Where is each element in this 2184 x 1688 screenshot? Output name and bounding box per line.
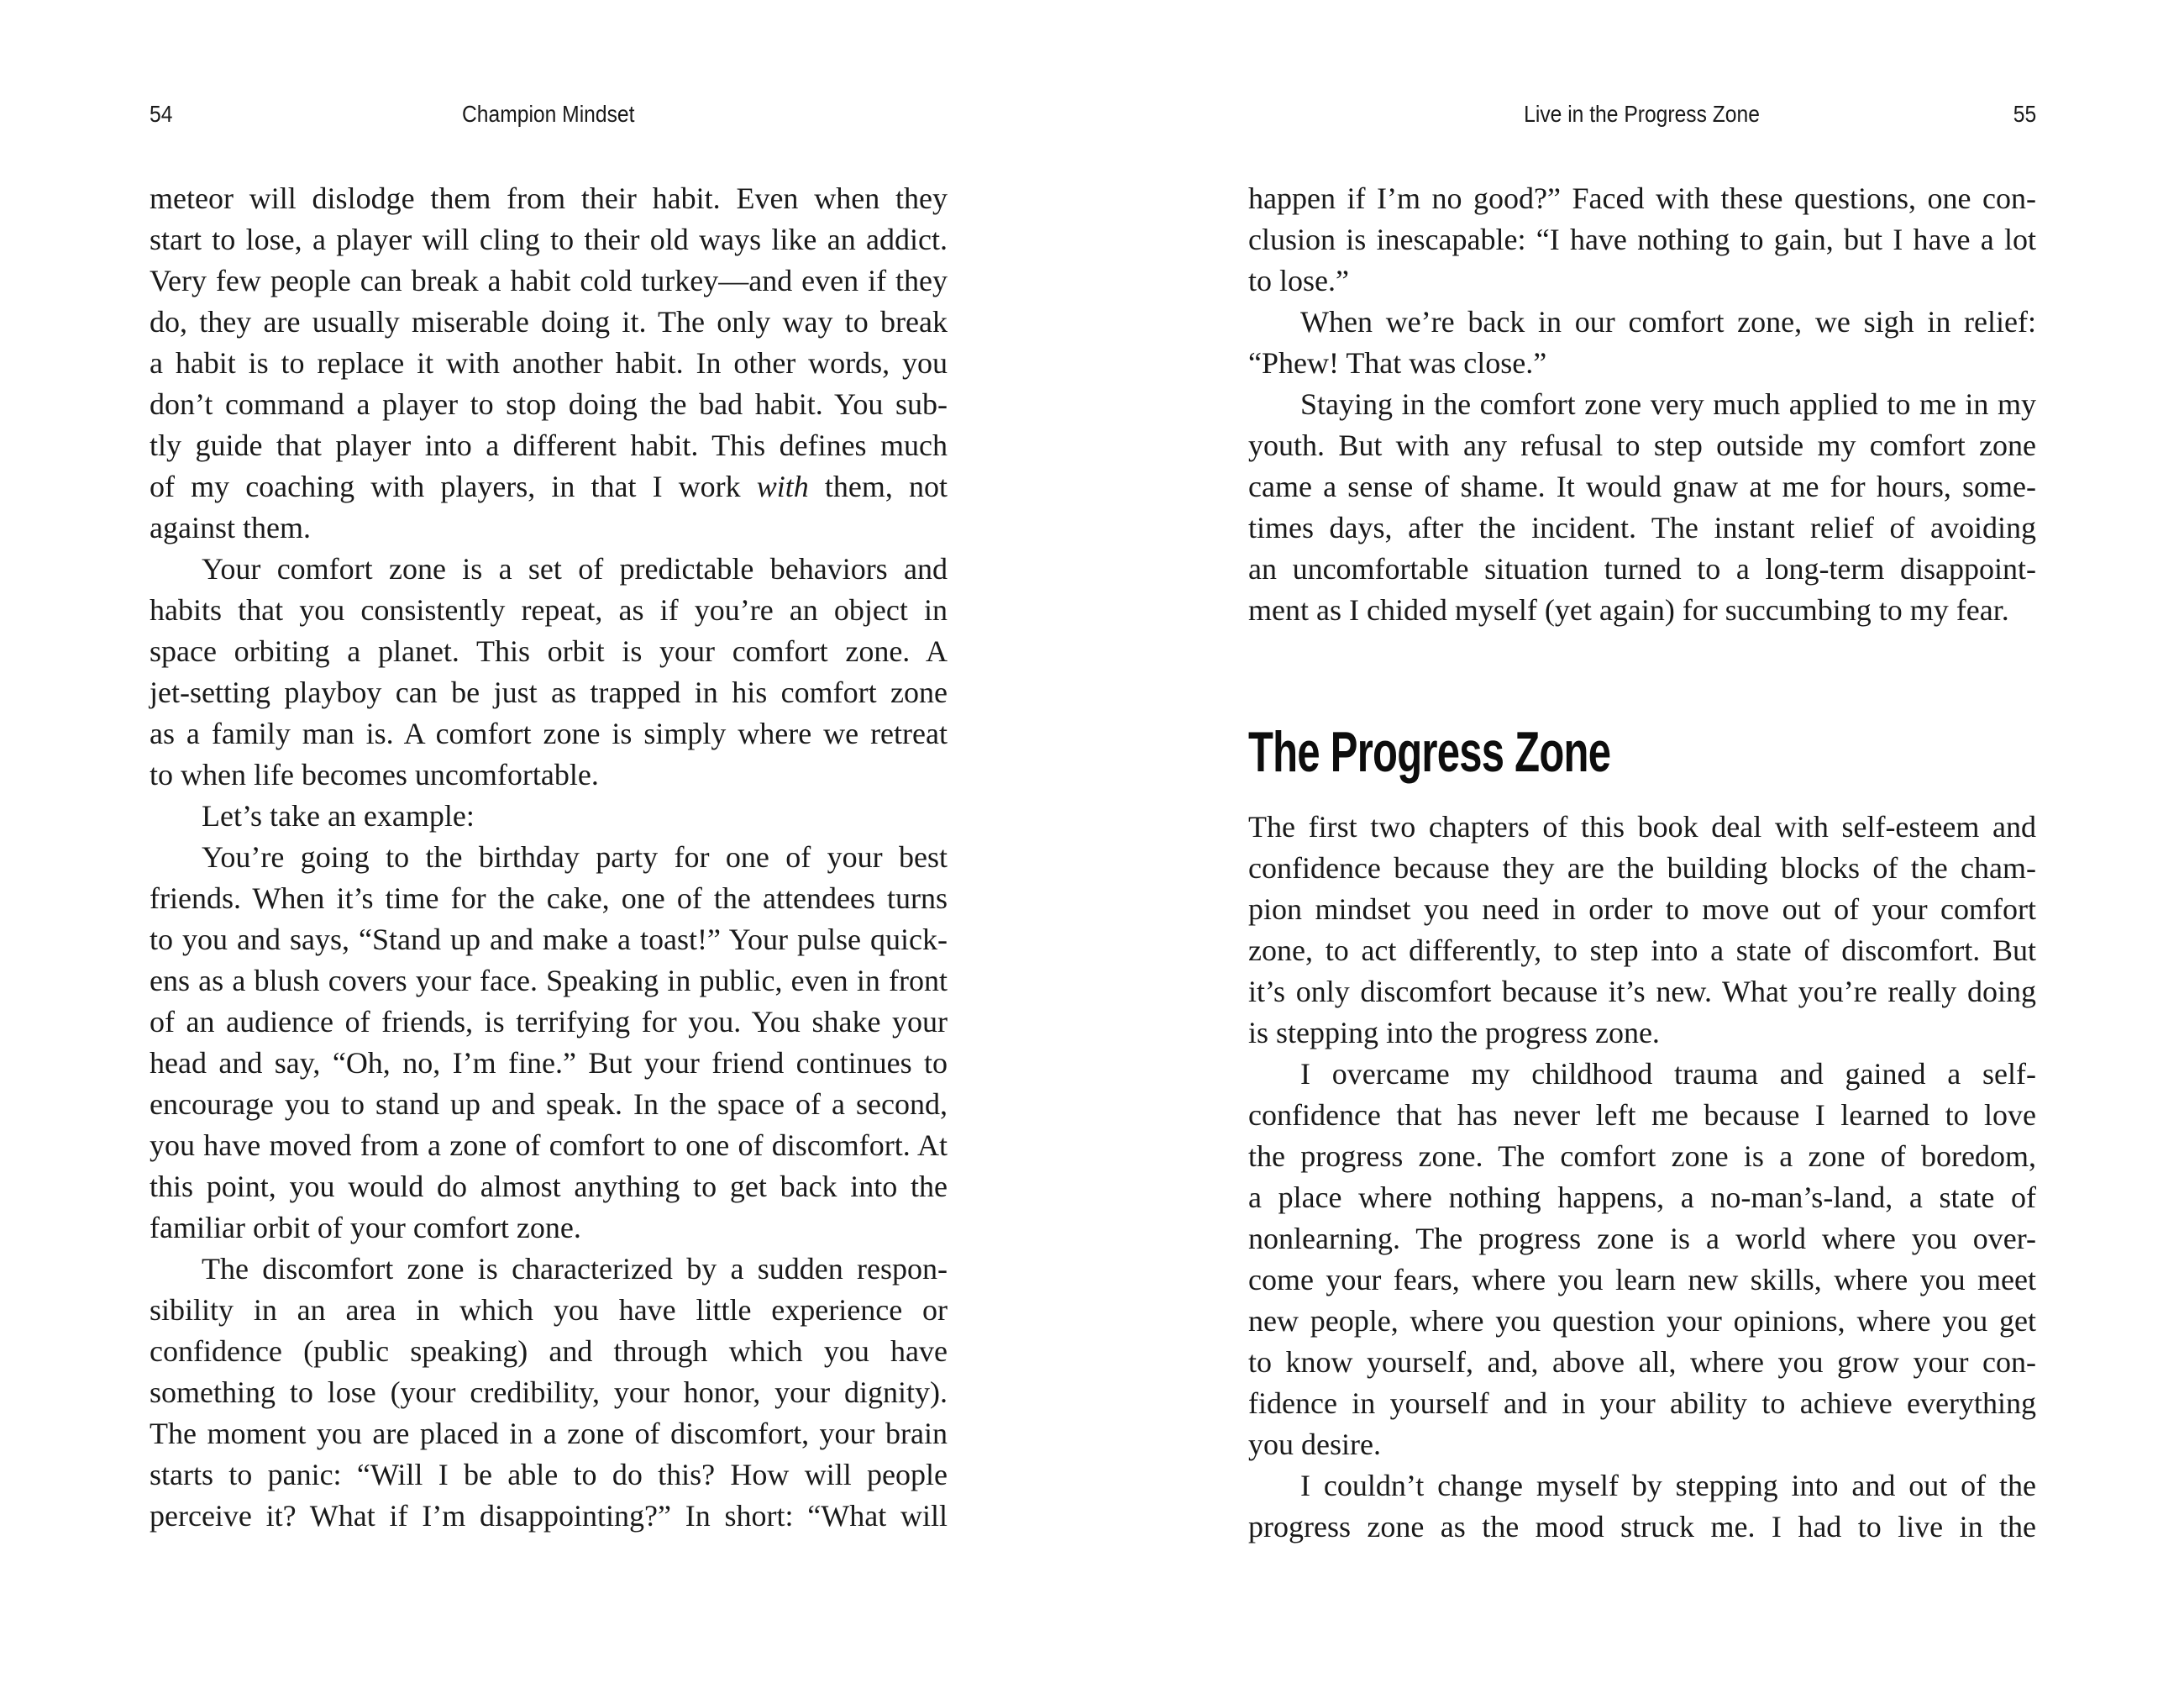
text-line: I overcame my childhood trauma and gained a self- xyxy=(1300,1057,2036,1091)
text-line: head and say, “Oh, no, I’m fine.” But your friend continues to xyxy=(150,1046,948,1080)
page-number-right xyxy=(1248,101,2036,128)
text-line: to you and says, “Stand up and make a toast!” Your pulse quick- xyxy=(150,923,948,956)
text-line: you have moved from a zone of comfort to one of discomfort. At xyxy=(150,1128,948,1162)
text-line: progress zone as the mood struck me. I had to live in the xyxy=(1248,1510,2036,1543)
text-line: When we’re back in our comfort zone, we sigh in relief: xyxy=(1300,305,2036,339)
text-line: came a sense of shame. It would gnaw at me for hours, some- xyxy=(1248,470,2036,503)
right-page-body-text-top xyxy=(1248,178,2036,631)
text-line: of an audience of friends, is terrifying for you. You shake your xyxy=(150,1005,948,1039)
running-header-left-text: Champion Mindset xyxy=(462,101,635,127)
text-line: encourage you to stand up and speak. In the space of a second, xyxy=(150,1087,948,1121)
text-line: ment as I chided myself (yet again) for succumbing to my fear. xyxy=(1248,593,2009,627)
text-line: against them. xyxy=(150,511,311,544)
text-line: happen if I’m no good?” Faced with these questions, one con- xyxy=(1248,181,2036,215)
text-line: The moment you are placed in a zone of discomfort, your brain xyxy=(150,1417,948,1450)
text-line: ens as a blush covers your face. Speaking in public, even in front xyxy=(150,964,948,997)
text-line: it’s only discomfort because it’s new. What you’re really doing xyxy=(1248,975,2036,1008)
text-line: a place where nothing happens, a no-man’s-land, a state of xyxy=(1248,1181,2036,1214)
text-line: Staying in the comfort zone very much applied to me in my xyxy=(1300,387,2036,421)
text-line: You’re going to the birthday party for one of your best xyxy=(202,840,948,874)
text-line: clusion is inescapable: “I have nothing to gain, but I have a lot xyxy=(1248,223,2036,256)
section-heading-text: The Progress Zone xyxy=(1248,720,1611,784)
text-line: space orbiting a planet. This orbit is your comfort zone. A xyxy=(150,634,948,668)
text-line: of my coaching with players, in that I work with them, not xyxy=(150,470,948,503)
text-line: this point, you would do almost anything to get back into the xyxy=(150,1170,948,1203)
text-line: fidence in yourself and in your ability to achieve everything xyxy=(1248,1386,2036,1420)
text-line: do, they are usually miserable doing it. The only way to break xyxy=(150,305,948,339)
text-line: The discomfort zone is characterized by a sudden respon- xyxy=(202,1252,948,1286)
left-page-body-text xyxy=(150,178,948,1537)
text-line: Let’s take an example: xyxy=(202,799,475,833)
running-header-left xyxy=(150,101,948,128)
text-line: zone, to act differently, to step into a state of discomfort. But xyxy=(1248,933,2036,967)
text-line: to lose.” xyxy=(1248,264,1349,297)
text-line: “Phew! That was close.” xyxy=(1248,346,1547,380)
running-header-right-text: Live in the Progress Zone xyxy=(1524,101,1761,127)
text-line: starts to panic: “Will I be able to do this? How will people xyxy=(150,1458,948,1491)
text-line: start to lose, a player will cling to their old ways like an addict. xyxy=(150,223,948,256)
text-line: pion mindset you need in order to move out of your comfort xyxy=(1248,892,2036,926)
text-line: an uncomfortable situation turned to a long-term disappoint- xyxy=(1248,552,2036,586)
text-line: new people, where you question your opinions, where you get xyxy=(1248,1304,2036,1338)
text-line: come your fears, where you learn new skills, where you meet xyxy=(1248,1263,2036,1296)
text-line: meteor will dislodge them from their habit. Even when they xyxy=(150,181,948,215)
text-line: something to lose (your credibility, your honor, your dignity). xyxy=(150,1375,948,1409)
text-line: as a family man is. A comfort zone is simply where we retreat xyxy=(150,717,948,750)
right-page-body-text-bottom xyxy=(1248,807,2036,1548)
text-line: Very few people can break a habit cold turkey—and even if they xyxy=(150,264,948,297)
text-line: The first two chapters of this book deal with self-esteem and xyxy=(1248,810,2036,844)
section-heading xyxy=(1248,721,1751,783)
text-line: friends. When it’s time for the cake, one of the attendees turns xyxy=(150,881,948,915)
page-number-left-text: 54 xyxy=(150,101,173,127)
text-line: times days, after the incident. The instant relief of avoiding xyxy=(1248,511,2036,544)
text-line: to know yourself, and, above all, where you grow your con- xyxy=(1248,1345,2036,1379)
text-line: tly guide that player into a different habit. This defines much xyxy=(150,429,948,462)
text-line: confidence (public speaking) and through which you have xyxy=(150,1334,948,1368)
text-line: I couldn’t change myself by stepping into and out of the xyxy=(1300,1469,2036,1502)
text-line: confidence because they are the building blocks of the cham- xyxy=(1248,851,2036,885)
text-line: confidence that has never left me because I learned to love xyxy=(1248,1098,2036,1132)
text-line: youth. But with any refusal to step outside my comfort zone xyxy=(1248,429,2036,462)
text-line: nonlearning. The progress zone is a world where you over- xyxy=(1248,1222,2036,1255)
text-line: familiar orbit of your comfort zone. xyxy=(150,1211,581,1244)
text-line: perceive it? What if I’m disappointing?” In short: “What will xyxy=(150,1499,948,1533)
text-line: habits that you consistently repeat, as if you’re an object in xyxy=(150,593,948,627)
page-number-right-text: 55 xyxy=(2013,101,2036,127)
text-line: to when life becomes uncomfortable. xyxy=(150,758,599,791)
text-line: a habit is to replace it with another habit. In other words, you xyxy=(150,346,948,380)
text-line: sibility in an area in which you have little experience or xyxy=(150,1293,948,1327)
text-line: you desire. xyxy=(1248,1428,1381,1461)
text-line: don’t command a player to stop doing the bad habit. You sub- xyxy=(150,387,948,421)
text-line: Your comfort zone is a set of predictable behaviors and xyxy=(202,552,948,586)
text-line: is stepping into the progress zone. xyxy=(1248,1016,1660,1049)
text-line: the progress zone. The comfort zone is a zone of boredom, xyxy=(1248,1139,2036,1173)
text-line: jet-setting playboy can be just as trapped in his comfort zone xyxy=(150,676,948,709)
